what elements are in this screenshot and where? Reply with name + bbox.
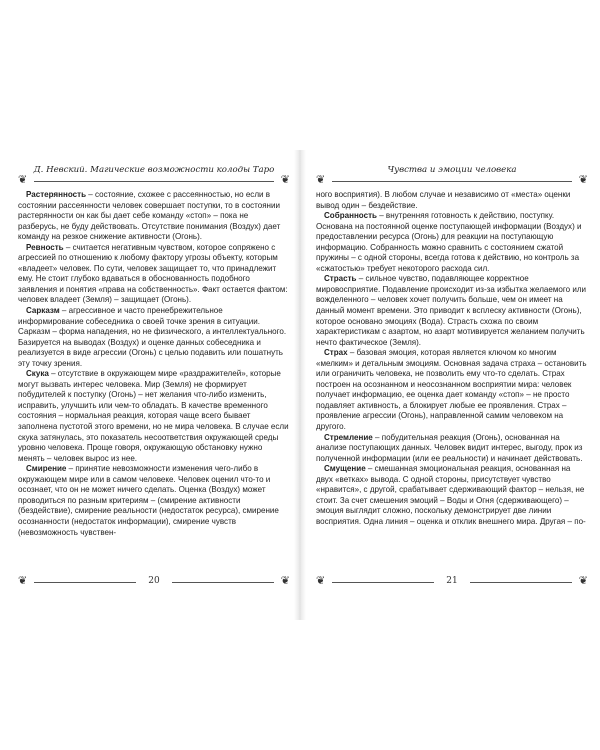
entry-term: Ревность: [26, 242, 64, 252]
right-head-rule: [332, 181, 572, 182]
left-head-ornament-right-icon: ❦: [280, 173, 290, 186]
right-page-number: 21: [446, 576, 458, 586]
entry-paragraph: [316, 211, 588, 274]
left-page-number: 20: [148, 576, 160, 586]
entry-definition: – побудительная реакция (Огонь), основанная на анализе поступающих данных. Человек видит интерес, выгоду, прок из полученной информации (или ее реальности) и начинает действовать.: [316, 432, 583, 463]
entry-term: Сарказм: [26, 306, 60, 316]
entry-paragraph: [316, 274, 588, 348]
continuation-paragraph: ного восприятия). В любом случае и независимо от «места» оценки вывод один – бездействие.: [316, 190, 571, 210]
entry-definition: – смешанная эмоциональная реакция, основанная на двух «ветках» вывода. С одной стороны, присутствует чувство «нравится», с другой, срабатывает сдерживающий фактор – нельзя, не стоит. За счет смешения эмоций – Воды и Огня (сдерживающего) – эмоция выглядит сложно, поскольку демонстрирует две линии восприятия. Одна линия – оценка и отклик внешнего мира. Другая – по-: [316, 464, 586, 526]
left-footer-rule: [172, 582, 274, 583]
left-body-text: [18, 190, 290, 538]
entry-term: Страх: [324, 348, 348, 358]
entry-definition: – принятие невозможности изменения чего-либо в окружающем мире или в самом человеке. Человек оценил что-то и осознает, что он не может ничего сделать. Оценка (Воздух) может проводиться по разным критериям – (смирение активности (бездействие), смирение реальности (недостаток ресурса), смирение осознанности (недостаток информации), смирение чувств (невозможность чувствен-: [18, 464, 279, 537]
right-footer: [316, 572, 588, 592]
entry-definition: – считается негативным чувством, которое сопряжено с агрессией по отношению к любому фактору угрозы объекту, которым «владеет» человек. По сути, человек защищает то, что принадлежит ему. Не стоит глубоко вдаваться в обоснованность подобного заявления и понятия «права на собственность». Факт остается фактом: человек владеет (Земля) – защищает (Огонь).: [18, 242, 288, 305]
entry-paragraph: [316, 464, 588, 527]
entry-definition: – внутренняя готовность к действию, поступку. Основана на постоянной оценке поступающей информации (Воздух) и предоставлении ресурса (Огонь) для реакции на поступающую информацию. Собранность можно сравнить с состоянием сжатой пружины – с одной стороны, всегда готова к действию, но контроль за «сжатостью» требует некоторого расхода сил.: [316, 211, 582, 273]
entry-term: Страсть: [324, 274, 357, 284]
entry-paragraph: [316, 348, 588, 432]
left-head-rule: [34, 181, 274, 182]
left-footer-ornament-right-icon: ❦: [280, 574, 290, 587]
entry-term: Собранность: [324, 211, 377, 221]
entry-paragraph: [18, 369, 290, 464]
left-running-head-text: Д. Невский. Магические возможности колоды Таро: [33, 165, 275, 175]
entry-term: Скука: [26, 369, 49, 379]
entry-paragraph: [316, 433, 588, 465]
left-page: [18, 160, 290, 610]
entry-term: Смирение: [26, 464, 67, 474]
right-footer-ornament-icon: ❦: [316, 574, 326, 587]
left-footer: [18, 572, 290, 592]
left-footer-rule: [34, 582, 136, 583]
right-head-ornament-icon: ❦: [316, 173, 326, 186]
left-head-ornament-icon: ❦: [18, 173, 28, 186]
entry-definition: – агрессивное и часто пренебрежительное информирование собеседника о своей точке зрения в ситуации. Сарказм – форма нападения, но не физического, а интеллектуального. Базируется на выводах (Воздух) и оценке данных собеседника и реализуется в виде агрессии (Огонь) с целью подавить или пошатнуть эту точку зрения.: [18, 306, 287, 368]
entry-definition: – базовая эмоция, которая является ключом ко многим «мелким» и детальным эмоциям. Основная задача страха – остановить или ограничить человека, не позволить ему что-то сделать. Страх построен на осознанном и неосознанном восприятии мира: человек получает информацию, ее оценка дает команду «стоп» – не просто подавляет активность, а блокирует любые ее проявления. Страх – проявление агрессии (Огонь), направленной самим человеком на другого.: [316, 348, 587, 432]
entry-term: Смущение: [324, 464, 366, 474]
entry-term: Стремление: [324, 432, 373, 442]
right-footer-rule: [470, 582, 572, 583]
right-head-ornament-right-icon: ❦: [578, 173, 588, 186]
right-running-head-text: Чувства и эмоции человека: [387, 165, 517, 175]
right-footer-rule: [332, 582, 434, 583]
entry-term: Растерянность: [26, 190, 87, 199]
entry-paragraph: [18, 243, 290, 306]
left-footer-ornament-icon: ❦: [18, 574, 28, 587]
entry-paragraph: [18, 464, 290, 538]
entry-definition: – сильное чувство, подавляющее корректное мировосприятие. Подавление происходит из-за избытка желаемого или вожделенного – человек хочет получить больше, чем он имеет на данный момент времени. Это приводит к всплеску активности (Огонь), которое основано эмоциях (Вода). Страсть схожа по своим характеристикам с азартом, но азарт мотивируется желанием получить нечто фактическое (Земля).: [316, 274, 587, 347]
right-body-text: [316, 190, 588, 528]
entry-paragraph: [18, 306, 290, 369]
right-footer-ornament-right-icon: ❦: [578, 574, 588, 587]
right-page: [316, 160, 588, 610]
entry-paragraph: [18, 190, 290, 243]
book-gutter: [294, 150, 306, 620]
entry-definition: – отсутствие в окружающем мире «раздражителей», которые могут вызвать интерес человека. Мир (Земля) не формирует побудителей к поступку (Огонь) – нет желания что-либо изменить, исправить, улучшить или чем-то обладать. В качестве временного состояния – нормальная реакция, которая чаще всего бывает заполнена пустотой этого времени, но не мира человека. В случае если скука затянулась, это показатель несоответствия окружающей среды уровню человека. Проще говоря, окружающую обстановку нужно менять – человек вырос из нее.: [18, 369, 289, 463]
right-running-head: [316, 160, 588, 186]
left-running-head: [18, 160, 290, 186]
entry-definition: – состояние, схожее с рассеянностью, но если в состоянии рассеянности человек совершает поступки, то в состоянии растерянности он как бы дает себе команду «стоп» – пока не разберусь, не буду действовать. Отсутствие понимания (Воздух) дает команду на резкое снижение активности (Огонь).: [18, 190, 281, 242]
